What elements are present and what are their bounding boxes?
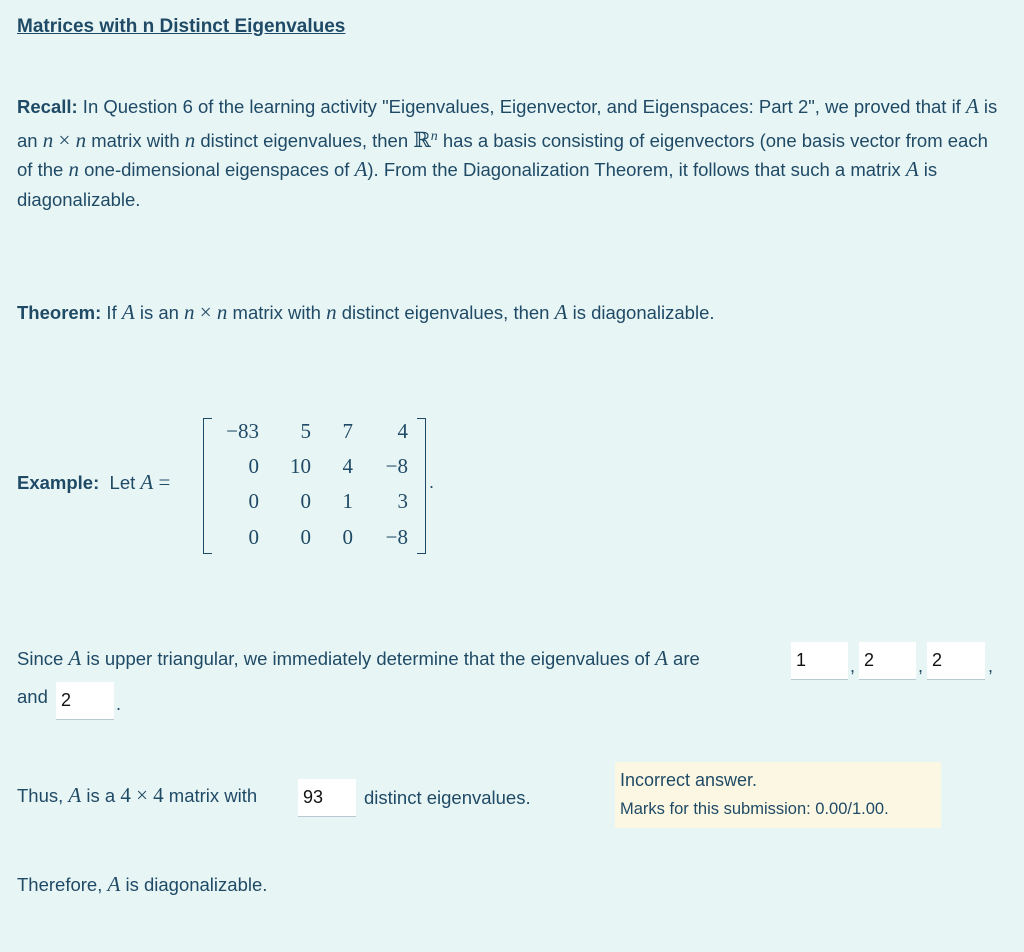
math-A: A — [68, 783, 82, 807]
math-times: × — [194, 300, 217, 324]
since-text-1: Since — [17, 648, 69, 669]
math-n: n — [42, 127, 54, 152]
math-n: n — [184, 300, 195, 324]
theorem-paragraph — [17, 298, 715, 328]
math-equals: = — [153, 470, 171, 494]
recall-text-4: distinct eigenvalues, then — [195, 129, 414, 151]
matrix-cell: 1 — [342, 489, 353, 513]
math-A: A — [140, 470, 154, 494]
matrix-cell: 4 — [397, 419, 408, 443]
example-label-line — [17, 470, 170, 495]
theorem-text-3: matrix with — [227, 302, 327, 323]
recall-text-6: one-dimensional eigenspaces of — [78, 159, 355, 181]
matrix-cell: 0 — [248, 525, 259, 549]
math-A: A — [554, 300, 568, 324]
math-n: n — [184, 127, 196, 152]
math-A: A — [965, 94, 979, 118]
comma-separator: , — [988, 656, 994, 676]
thus-text-4: distinct eigenvalues. — [364, 787, 531, 808]
math-times: × — [53, 127, 76, 152]
matrix-A — [203, 414, 433, 554]
feedback-box — [615, 762, 941, 828]
recall-text-8: is diagonalizable. — [17, 159, 938, 210]
matrix-right-bracket — [417, 418, 426, 554]
therefore-text-2: is diagonalizable. — [120, 874, 268, 895]
math-A: A — [68, 646, 82, 670]
math-n: n — [216, 300, 228, 324]
math-A: A — [655, 646, 668, 670]
math-times: × — [130, 783, 154, 807]
math-n: n — [75, 127, 87, 152]
math-four: 4 — [120, 783, 131, 807]
theorem-text-5: is diagonalizable. — [567, 302, 715, 323]
math-n: n — [326, 300, 337, 324]
therefore-text-1: Therefore, — [17, 874, 108, 895]
theorem-label: Theorem: — [17, 302, 102, 323]
matrix-cell: 7 — [342, 419, 353, 443]
math-A: A — [107, 872, 121, 896]
distinct-count-input[interactable]: 93 — [298, 779, 356, 817]
thus-text-2: is a — [81, 785, 121, 806]
eigenvalue-input-4[interactable]: 2 — [56, 682, 114, 720]
thus-text-3: matrix with — [163, 785, 258, 806]
matrix-cell: 0 — [342, 525, 353, 549]
eigenvalue-input-3[interactable]: 2 — [927, 642, 985, 680]
recall-text-1: In Question 6 of the learning activity "Eigenvalues, Eigenvector, and Eigenspaces: Part 2", we proved that if — [77, 96, 966, 117]
example-text: Let — [109, 472, 141, 493]
feedback-status: Incorrect answer. — [620, 770, 758, 790]
matrix-cell: 0 — [248, 454, 259, 478]
matrix-cell: 0 — [300, 489, 311, 513]
theorem-text-2: is an — [134, 302, 185, 323]
and-label: and — [17, 686, 48, 707]
recall-text-7: ). From the Diagonalization Theorem, it follows that such a matrix — [367, 159, 906, 181]
example-label: Example: — [17, 472, 100, 493]
math-A: A — [905, 157, 919, 182]
comma-separator: , — [850, 656, 856, 676]
math-superscript-n: n — [430, 128, 438, 144]
math-n: n — [68, 157, 79, 182]
recall-label: Recall: — [17, 96, 78, 117]
sentence-period: . — [116, 694, 122, 714]
matrix-cell: 0 — [248, 489, 259, 513]
since-text-2: is upper triangular, we immediately determine that the eigenvalues of — [81, 648, 656, 669]
distinct-eigenvalues-sentence — [17, 783, 257, 808]
theorem-text-1: If — [101, 302, 122, 323]
math-four: 4 — [153, 783, 164, 807]
matrix-cell: −8 — [385, 454, 408, 478]
recall-text-5: has a basis consisting of eigenvectors (one basis vector from each of the — [17, 129, 988, 181]
recall-text-3: matrix with — [86, 129, 185, 151]
thus-text-1: Thus, — [17, 785, 69, 806]
conclusion-sentence — [17, 872, 267, 897]
theorem-text-4: distinct eigenvalues, then — [336, 302, 555, 323]
matrix-cell: 5 — [300, 419, 311, 443]
comma-separator: , — [918, 656, 924, 676]
matrix-cell: −83 — [226, 419, 259, 443]
math-real-numbers: ℝ — [413, 127, 431, 152]
matrix-cell: 4 — [342, 454, 353, 478]
math-A: A — [354, 157, 368, 182]
eigenvalue-input-2[interactable]: 2 — [859, 642, 916, 680]
matrix-cell: −8 — [385, 525, 408, 549]
eigenvalues-sentence — [17, 646, 700, 671]
since-text-3: are — [667, 648, 700, 669]
math-A: A — [121, 300, 135, 324]
recall-paragraph — [17, 92, 1007, 214]
matrix-period: . — [429, 472, 435, 492]
matrix-cell: 10 — [290, 454, 311, 478]
page-title: Matrices with n Distinct Eigenvalues — [17, 16, 346, 37]
recall-text-2: is an — [17, 96, 998, 151]
feedback-marks: Marks for this submission: 0.00/1.00. — [620, 800, 889, 818]
matrix-cell: 3 — [397, 489, 408, 513]
matrix-cell: 0 — [300, 525, 311, 549]
eigenvalue-input-1[interactable]: 1 — [791, 642, 848, 680]
